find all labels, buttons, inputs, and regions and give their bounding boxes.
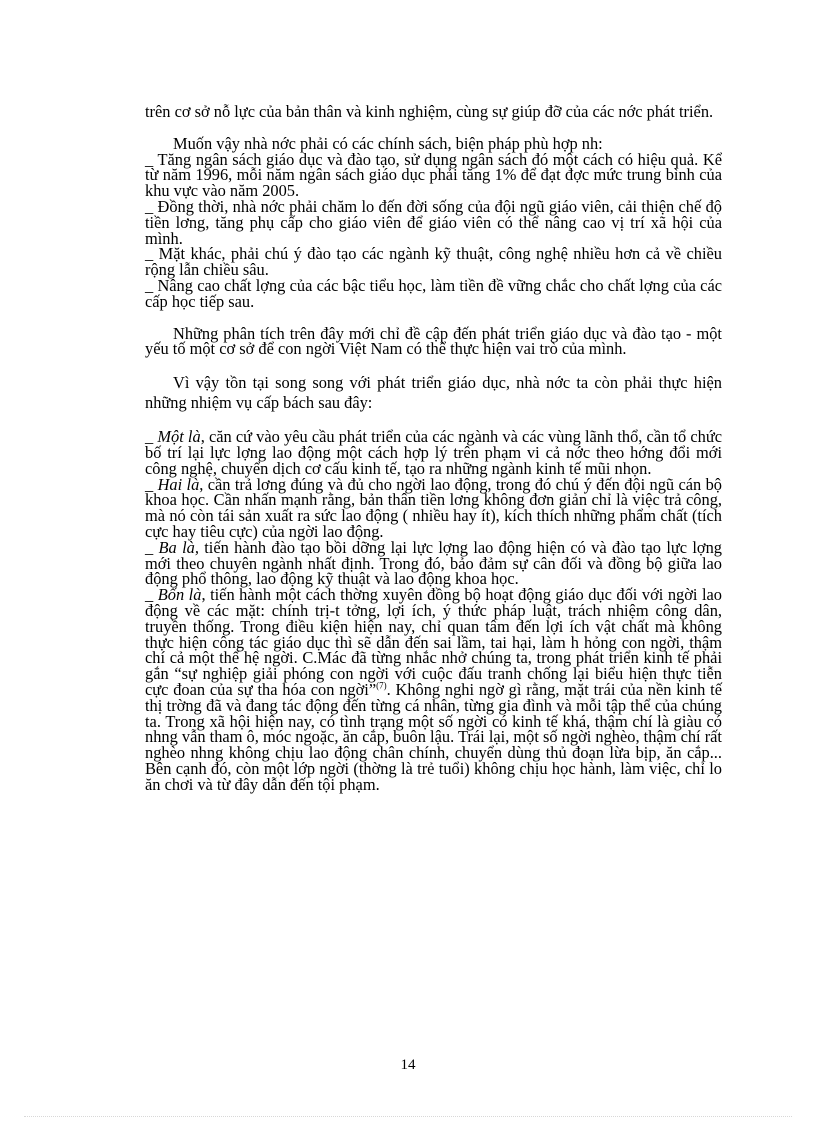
task-item-one — [145, 429, 722, 476]
task-label: Một là — [157, 427, 201, 447]
task-text-continued: . Không nghi ngờ gì rằng, mặt trái của nền kinh tế thị trờng đã và đang tác động đến từng cá nhân, từng gia đình và mỗi tập thể của chúng ta. Trong xã hội hiện nay, có tình trạng một số ngời có kinh tế khá, thậm chí là giàu có nhng vẫn tham ô, móc ngoặc, ăn cắp, buôn lậu. Trái lại, một số ngời nghèo, thậm chí rất nghèo nhng không chịu lao động chân chính, chuyển dùng thủ đoạn lừa bịp, ăn cắp... Bên cạnh đó, còn một lớp ngời (thờng là trẻ tuổi) không chịu học hành, làm việc, chỉ lo ăn chơi và từ đây dẫn đến tội phạm. — [145, 679, 722, 794]
footnote-marker: (7) — [376, 680, 387, 691]
page-number: 14 — [400, 1057, 416, 1073]
paragraph-gap — [145, 357, 722, 373]
measures-intro: Muốn vậy nhà nớc phải có các chính sách, biện pháp phù hợp nh: — [173, 133, 603, 153]
intro-paragraph: trên cơ sở nỗ lực của bản thân và kinh nghiệm, cùng sự giúp đỡ của các nớc phát triển. — [145, 102, 714, 121]
task-text: , cần trả lơng đúng và đủ cho ngời lao động, trong đó chú ý đến đội ngũ cán bộ khoa học. Cần nhấn mạnh rằng, bản thân tiền lơng không đơn giản chỉ là việc trả công, mà nó còn tái sản xuất ra sức lao động ( nhiều hay ít), kích thích những phẩm chất (tích cực hay tiêu cực) của ngời lao động. — [145, 474, 722, 541]
task-prefix: _ — [145, 474, 158, 494]
transition-paragraph: Vì vậy tồn tại song song với phát triển giáo dục, nhà nớc ta còn phải thực hiện những nhiệm vụ cấp bách sau đây: — [145, 373, 722, 413]
task-label: Hai là — [157, 474, 200, 494]
page-bottom-divider — [24, 1116, 792, 1117]
analysis-paragraph: Những phân tích trên đây mới chỉ đề cập đến phát triển giáo dục và đào tạo - một yếu tố một cơ sở để con ngời Việt Nam có thể thực hiện vai trò của mình. — [145, 323, 722, 359]
task-item-three — [145, 537, 722, 589]
measure-item: _ Đồng thời, nhà nớc phải chăm lo đến đời sống của đội ngũ giáo viên, cải thiện chế độ tiền lơng, tăng phụ cấp cho giáo viên để giáo viên có thể nâng cao vị trí xã hội của mình. — [145, 196, 722, 248]
task-text: , căn cứ vào yêu cầu phát triển của các ngành và các vùng lãnh thổ, cần tổ chức bố trí lại lực lợng lao động một cách hợp lý trên phạm vi cả nớc theo hớng đổi mới công nghệ, chuyển dịch cơ cấu kinh tế, tạo ra những ngành kinh tế mũi nhọn. — [145, 427, 723, 478]
task-prefix: _ — [145, 427, 158, 447]
task-prefix: _ — [145, 585, 158, 605]
document-body — [145, 104, 722, 792]
task-label: Ba là, — [158, 537, 199, 557]
measure-item: _ Tăng ngân sách giáo dục và đào tạo, sử dụng ngân sách đó một cách có hiệu quả. Kể từ năm 1996, mỗi năm ngân sách giáo dục phải tăng 1% để đạt đợc mức trung bình của khu vực vào năm 2005. — [145, 149, 722, 201]
task-item-two — [145, 474, 722, 541]
measure-item: _ Mặt khác, phải chú ý đào tạo các ngành kỹ thuật, công nghệ nhiều hơn cả về chiều rộng lẫn chiều sâu. — [145, 244, 722, 280]
task-text: , tiến hành một cách thờng xuyên đồng bộ hoạt động giáo dục đối với ngời lao động về các mặt: chính trị-t tởng, lợi ích, ý thức pháp luật, trách nhiệm công dân, truyền thống. Trong điều kiện hiện nay, chỉ quan tâm đến lợi ích vật chất mà không thực hiện công tác giáo dục thì sẽ dẫn đến sai lầm, tai hại, làm h hỏng con ngời, thậm chí cả một thế hệ ngời. C.Mác đã từng nhắc nhở chúng ta, trong phát triển kinh tế phải gắn “sự nghiệp giải phóng con ngời với cuộc đấu tranh chống lại biểu hiện thực tiễn cực đoan của sự tha hóa con ngời” — [145, 585, 723, 699]
task-label: Bốn là — [157, 585, 202, 605]
task-text: tiến hành đào tạo bồi dỡng lại lực lợng lao động hiện có và đào tạo lực lợng mới theo chuyên ngành nhất định. Trong đó, bảo đảm sự cân đối và đồng bộ giữa lao động phổ thông, lao động kỹ thuật và lao động khoa học. — [145, 537, 722, 589]
task-prefix: _ — [145, 537, 159, 557]
task-item-four — [145, 587, 722, 792]
measure-item: _ Nâng cao chất lợng của các bậc tiểu học, làm tiền đề vững chắc cho chất lợng của các cấp học tiếp sau. — [145, 275, 722, 311]
